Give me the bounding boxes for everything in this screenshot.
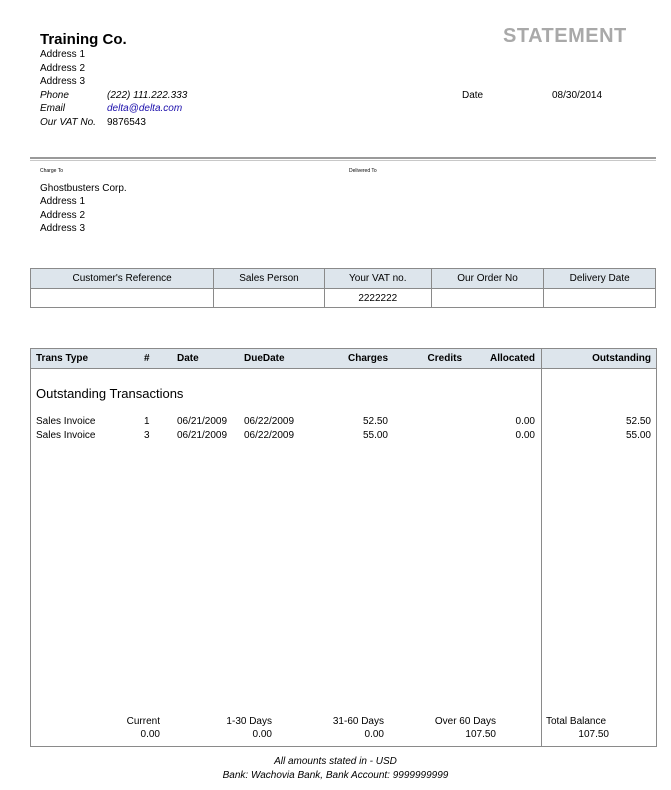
delivery-date-header: Delivery Date xyxy=(544,269,656,289)
row-date: 06/21/2009 xyxy=(177,430,228,441)
email-label: Email xyxy=(40,103,66,114)
delivered-to-label: Delivered To xyxy=(349,168,377,174)
row-allocated: 0.00 xyxy=(515,416,535,427)
total-balance-value: 107.50 xyxy=(578,729,609,740)
order-info-header-row xyxy=(31,269,656,289)
credits-header: Credits xyxy=(427,353,462,364)
current-value: 0.00 xyxy=(140,729,160,740)
over-60-days-label: Over 60 Days xyxy=(434,716,496,727)
company-name: Training Co. xyxy=(40,31,127,48)
customer-name: Ghostbusters Corp. xyxy=(40,183,127,194)
outstanding-header: Outstanding xyxy=(592,353,651,364)
over-60-days-value: 107.50 xyxy=(465,729,496,740)
row-outstanding: 55.00 xyxy=(625,430,651,441)
our-order-no-header: Our Order No xyxy=(431,269,544,289)
date-header: Date xyxy=(177,353,199,364)
vat-value: 9876543 xyxy=(107,117,146,128)
days-31-60-label: 31-60 Days xyxy=(332,716,384,727)
your-vat-header: Your VAT no. xyxy=(324,269,431,289)
company-address-line-2: Address 2 xyxy=(40,63,86,74)
customer-reference-value xyxy=(31,289,214,308)
days-1-30-value: 0.00 xyxy=(252,729,272,740)
row-due-date: 06/22/2009 xyxy=(244,430,295,441)
row-outstanding: 52.50 xyxy=(625,416,651,427)
header-divider xyxy=(30,157,656,159)
total-balance-label: Total Balance xyxy=(546,716,607,727)
row-charges: 55.00 xyxy=(362,430,388,441)
company-address-line-1: Address 1 xyxy=(40,49,86,60)
your-vat-value: 2222222 xyxy=(324,289,431,308)
sales-person-header: Sales Person xyxy=(214,269,325,289)
vat-label: Our VAT No. xyxy=(40,117,96,128)
charges-header: Charges xyxy=(347,353,388,364)
customer-address-line-1: Address 1 xyxy=(40,196,86,207)
row-trans-type: Sales Invoice xyxy=(36,430,96,441)
row-number: 3 xyxy=(144,430,150,441)
order-info-table xyxy=(30,268,656,308)
number-header: # xyxy=(144,353,150,364)
customer-address-line-3: Address 3 xyxy=(40,223,86,234)
days-1-30-label: 1-30 Days xyxy=(226,716,272,727)
document-title: STATEMENT xyxy=(503,25,627,47)
customer-reference-header: Customer's Reference xyxy=(31,269,214,289)
date-value: 08/30/2014 xyxy=(552,90,603,101)
section-title: Outstanding Transactions xyxy=(36,386,184,401)
email-link[interactable]: delta@delta.com xyxy=(107,103,183,114)
phone-label: Phone xyxy=(40,90,69,101)
customer-address-line-2: Address 2 xyxy=(40,210,86,221)
bank-note: Bank: Wachovia Bank, Bank Account: 9999999999 xyxy=(222,770,449,781)
sales-person-value xyxy=(214,289,325,308)
due-date-header: DueDate xyxy=(244,353,285,364)
row-date: 06/21/2009 xyxy=(177,416,228,427)
allocated-header: Allocated xyxy=(489,353,535,364)
our-order-no-value xyxy=(431,289,544,308)
company-address-line-3: Address 3 xyxy=(40,76,86,87)
charge-to-label: Charge To xyxy=(40,168,63,174)
header-divider-thin xyxy=(30,160,656,161)
outstanding-column-divider xyxy=(541,349,542,746)
date-label: Date xyxy=(462,90,484,101)
transactions-header-row xyxy=(31,349,656,369)
order-info-value-row xyxy=(31,289,656,308)
current-label: Current xyxy=(126,716,160,727)
days-31-60-value: 0.00 xyxy=(364,729,384,740)
phone-value: (222) 111.222.333 xyxy=(107,90,188,101)
row-number: 1 xyxy=(144,416,150,427)
delivery-date-value xyxy=(544,289,656,308)
row-allocated: 0.00 xyxy=(515,430,535,441)
currency-note: All amounts stated in - USD xyxy=(274,756,397,767)
row-charges: 52.50 xyxy=(362,416,388,427)
row-trans-type: Sales Invoice xyxy=(36,416,96,427)
row-due-date: 06/22/2009 xyxy=(244,416,295,427)
transactions-table xyxy=(30,348,657,747)
trans-type-header: Trans Type xyxy=(36,353,89,364)
